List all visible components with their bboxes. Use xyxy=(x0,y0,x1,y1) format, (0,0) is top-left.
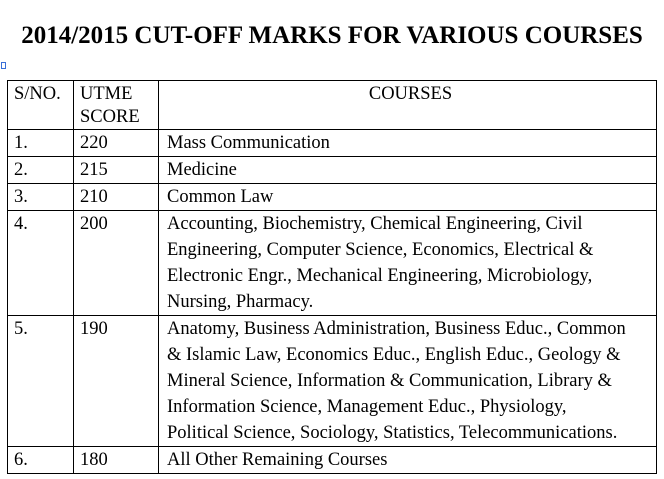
course-line: Common Law xyxy=(167,187,274,207)
table-row xyxy=(8,157,657,184)
cell-courses xyxy=(159,184,657,211)
cell-sno: 5. xyxy=(8,316,74,447)
course-line: Electronic Engr., Mechanical Engineering, Microbiology, xyxy=(167,266,593,286)
course-line: Accounting, Biochemistry, Chemical Engineering, Civil xyxy=(167,214,583,234)
header-score-line2: SCORE xyxy=(80,107,140,127)
course-line: All Other Remaining Courses xyxy=(167,450,388,470)
cell-courses xyxy=(159,447,657,474)
course-line: Medicine xyxy=(167,160,237,180)
table-row xyxy=(8,184,657,211)
cell-courses xyxy=(159,316,657,447)
cell-score: 180 xyxy=(74,447,159,474)
course-line: Anatomy, Business Administration, Business Educ., Common xyxy=(167,319,626,339)
table-row xyxy=(8,130,657,157)
course-line: Mass Communication xyxy=(167,133,330,153)
cell-score: 190 xyxy=(74,316,159,447)
table-row xyxy=(8,316,657,447)
cell-sno: 3. xyxy=(8,184,74,211)
header-courses xyxy=(159,81,657,130)
cell-score: 210 xyxy=(74,184,159,211)
header-sno-label: S/NO. xyxy=(14,84,61,104)
cell-courses xyxy=(159,130,657,157)
page-title: 2014/2015 CUT-OFF MARKS FOR VARIOUS COURSES xyxy=(21,22,643,49)
course-line: Mineral Science, Information & Communication, Library & xyxy=(167,371,612,391)
cell-score: 215 xyxy=(74,157,159,184)
header-utme-score xyxy=(74,81,159,130)
course-line: Nursing, Pharmacy. xyxy=(167,292,314,312)
header-sno xyxy=(8,81,74,130)
cell-sno: 4. xyxy=(8,211,74,316)
table-anchor-icon[interactable] xyxy=(1,62,6,69)
course-line: Political Science, Sociology, Statistics, Telecommunications. xyxy=(167,423,618,443)
cell-courses xyxy=(159,211,657,316)
table-row xyxy=(8,211,657,316)
cell-score: 200 xyxy=(74,211,159,316)
cell-sno: 2. xyxy=(8,157,74,184)
cell-courses xyxy=(159,157,657,184)
course-line: & Islamic Law, Economics Educ., English Educ., Geology & xyxy=(167,345,621,365)
cell-sno: 6. xyxy=(8,447,74,474)
table-header-row xyxy=(8,81,657,130)
header-courses-label: COURSES xyxy=(368,84,453,104)
course-line: Engineering, Computer Science, Economics, Electrical & xyxy=(167,240,594,260)
table-row xyxy=(8,447,657,474)
cutoff-table xyxy=(7,80,657,474)
cell-score: 220 xyxy=(74,130,159,157)
cell-sno: 1. xyxy=(8,130,74,157)
header-score-line1: UTME xyxy=(80,84,133,104)
course-line: Information Science, Management Educ., Physiology, xyxy=(167,397,567,417)
